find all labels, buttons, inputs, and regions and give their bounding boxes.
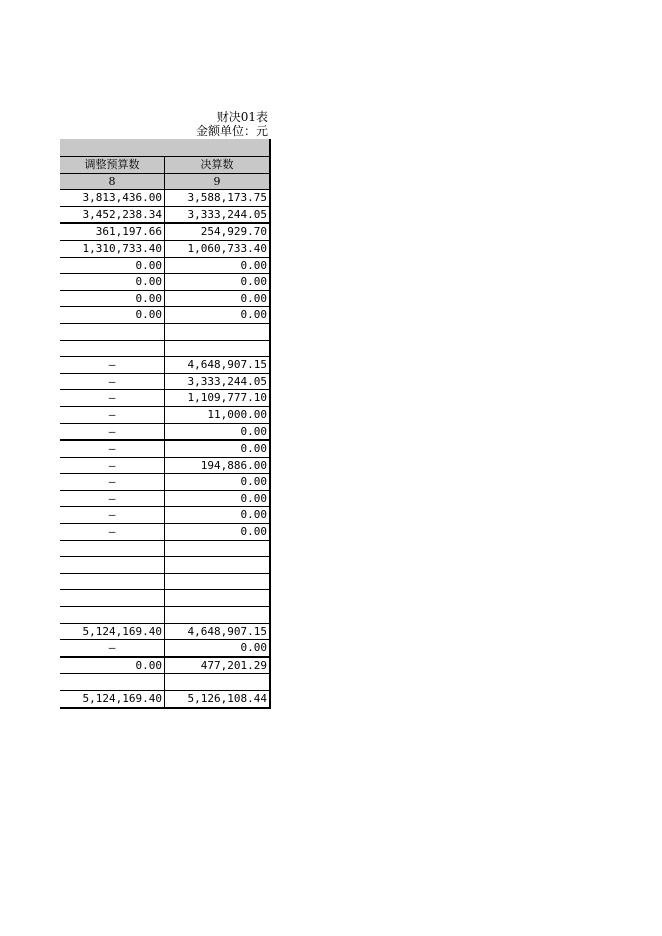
table-top-band — [60, 139, 271, 157]
final-amount-cell: 1,109,777.10 — [165, 390, 271, 406]
final-amount-cell: 3,333,244.05 — [165, 207, 271, 223]
table-row — [60, 190, 271, 207]
form-code: 财决01表 — [216, 110, 268, 124]
table-row — [60, 258, 271, 275]
final-amount-cell — [165, 541, 271, 557]
adjusted-budget-cell — [60, 674, 165, 690]
final-amount-cell: 0.00 — [165, 441, 271, 457]
table-row — [60, 607, 271, 624]
table-row — [60, 557, 271, 574]
table-row — [60, 574, 271, 591]
adjusted-budget-cell — [60, 590, 165, 606]
adjusted-budget-cell — [60, 607, 165, 623]
adjusted-budget-cell: — — [60, 441, 165, 457]
adjusted-budget-cell: — — [60, 407, 165, 423]
adjusted-budget-cell: 3,452,238.34 — [60, 207, 165, 223]
column-number-8: 8 — [60, 174, 165, 190]
final-amount-cell: 11,000.00 — [165, 407, 271, 423]
unit-label: 金额单位：元 — [195, 124, 268, 138]
final-amount-cell: 0.00 — [165, 640, 271, 656]
table-row — [60, 241, 271, 258]
table-row — [60, 658, 271, 675]
final-amount-cell — [165, 557, 271, 573]
adjusted-budget-cell: 3,813,436.00 — [60, 190, 165, 206]
final-accounts-table — [60, 139, 271, 709]
table-row — [60, 474, 271, 491]
final-amount-cell: 0.00 — [165, 474, 271, 490]
table-row — [60, 374, 271, 391]
column-header-adjusted-budget: 调整预算数 — [60, 157, 165, 173]
table-row — [60, 307, 271, 324]
adjusted-budget-cell: — — [60, 474, 165, 490]
final-amount-cell: 3,588,173.75 — [165, 190, 271, 206]
final-amount-cell: 5,126,108.44 — [165, 691, 271, 707]
table-row — [60, 674, 271, 691]
column-number-row — [60, 174, 271, 191]
table-row — [60, 324, 271, 341]
final-amount-cell — [165, 341, 271, 357]
adjusted-budget-cell — [60, 541, 165, 557]
adjusted-budget-cell — [60, 574, 165, 590]
final-amount-cell: 0.00 — [165, 307, 271, 323]
table-row — [60, 441, 271, 458]
final-amount-cell: 1,060,733.40 — [165, 241, 271, 257]
table-body — [60, 190, 271, 708]
final-amount-cell: 3,333,244.05 — [165, 374, 271, 390]
final-amount-cell: 0.00 — [165, 274, 271, 290]
final-amount-cell — [165, 607, 271, 623]
adjusted-budget-cell: 361,197.66 — [60, 224, 165, 240]
column-header-final-amount: 决算数 — [165, 157, 271, 173]
table-row — [60, 507, 271, 524]
final-amount-cell — [165, 574, 271, 590]
final-amount-cell — [165, 674, 271, 690]
final-amount-cell: 0.00 — [165, 291, 271, 307]
adjusted-budget-cell — [60, 557, 165, 573]
final-amount-cell: 477,201.29 — [165, 658, 271, 674]
adjusted-budget-cell: — — [60, 458, 165, 474]
column-number-9: 9 — [165, 174, 271, 190]
table-row — [60, 390, 271, 407]
adjusted-budget-cell: — — [60, 640, 165, 656]
table-row — [60, 424, 271, 442]
final-amount-cell: 0.00 — [165, 424, 271, 440]
table-row — [60, 640, 271, 658]
table-row — [60, 590, 271, 607]
adjusted-budget-cell: 0.00 — [60, 291, 165, 307]
adjusted-budget-cell: — — [60, 424, 165, 440]
adjusted-budget-cell: 1,310,733.40 — [60, 241, 165, 257]
final-amount-cell: 4,648,907.15 — [165, 357, 271, 373]
adjusted-budget-cell: 0.00 — [60, 658, 165, 674]
table-row — [60, 291, 271, 308]
adjusted-budget-cell: 0.00 — [60, 258, 165, 274]
table-row — [60, 691, 271, 709]
final-amount-cell: 0.00 — [165, 524, 271, 540]
final-amount-cell: 0.00 — [165, 258, 271, 274]
table-row — [60, 524, 271, 541]
table-row — [60, 624, 271, 641]
final-amount-cell: 0.00 — [165, 507, 271, 523]
adjusted-budget-cell: — — [60, 491, 165, 507]
adjusted-budget-cell: — — [60, 357, 165, 373]
adjusted-budget-cell: 5,124,169.40 — [60, 691, 165, 707]
final-amount-cell: 0.00 — [165, 491, 271, 507]
table-row — [60, 357, 271, 374]
adjusted-budget-cell: — — [60, 374, 165, 390]
table-row — [60, 541, 271, 558]
adjusted-budget-cell — [60, 324, 165, 340]
final-amount-cell — [165, 590, 271, 606]
adjusted-budget-cell: — — [60, 507, 165, 523]
adjusted-budget-cell: 5,124,169.40 — [60, 624, 165, 640]
column-header-row — [60, 157, 271, 174]
table-row — [60, 491, 271, 508]
table-row — [60, 224, 271, 241]
adjusted-budget-cell: 0.00 — [60, 307, 165, 323]
final-amount-cell — [165, 324, 271, 340]
table-row — [60, 407, 271, 424]
table-row — [60, 207, 271, 225]
adjusted-budget-cell — [60, 341, 165, 357]
final-amount-cell: 254,929.70 — [165, 224, 271, 240]
adjusted-budget-cell: — — [60, 390, 165, 406]
adjusted-budget-cell: 0.00 — [60, 274, 165, 290]
table-row — [60, 341, 271, 358]
table-row — [60, 274, 271, 291]
final-amount-cell: 4,648,907.15 — [165, 624, 271, 640]
adjusted-budget-cell: — — [60, 524, 165, 540]
final-amount-cell: 194,886.00 — [165, 458, 271, 474]
table-row — [60, 458, 271, 475]
